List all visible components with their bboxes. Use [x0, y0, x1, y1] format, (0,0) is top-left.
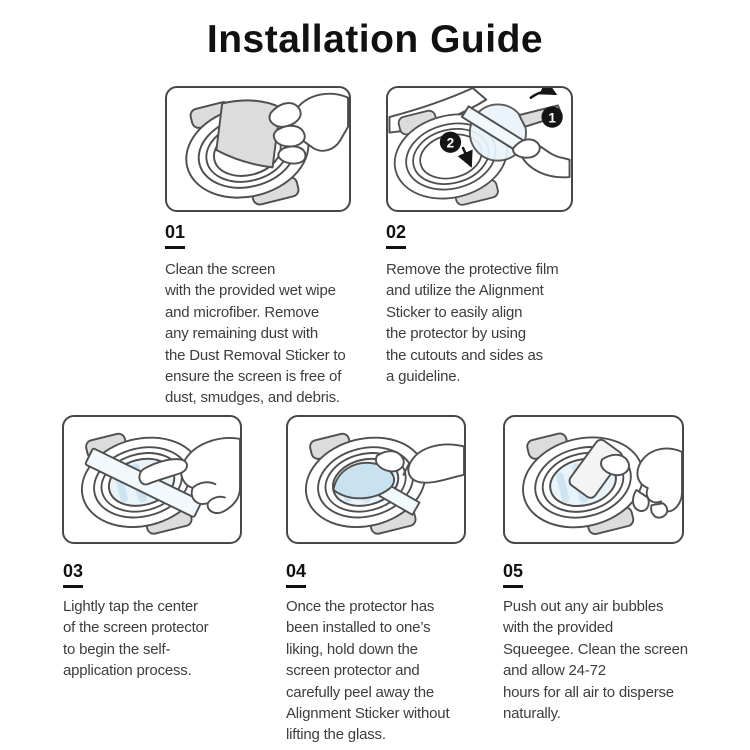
- hand-icon: [513, 139, 569, 177]
- step-03-description: Lightly tap the center of the screen protector to begin the self- application process.: [63, 598, 209, 680]
- step-04-description: Once the protector has been installed to one’s liking, hold down the screen protector and carefully peel away the Alignment Sticker without lifting the glass.: [286, 598, 450, 744]
- step-03-illustration: [62, 415, 242, 544]
- page-title: Installation Guide: [206, 18, 544, 61]
- step-01-description: Clean the screen with the provided wet wipe and microfiber. Remove any remaining dust with the Dust Removal Sticker to ensure the screen is free of dust, smudges, and debris.: [165, 261, 346, 407]
- hand-icon: [270, 94, 348, 164]
- badge-2: [440, 132, 461, 153]
- step-05-number: 05: [503, 561, 523, 588]
- step-03-number: 03: [63, 561, 83, 588]
- step-02-description: Remove the protective film and utilize the Alignment Sticker to easily align the protector by using the cutouts and sides as a guideline.: [386, 261, 559, 386]
- peel-arrow-icon: [531, 92, 555, 98]
- svg-text:2: 2: [446, 135, 455, 151]
- step-04-number: 04: [286, 561, 306, 588]
- step-04-illustration: [286, 415, 466, 544]
- step-05-illustration: [503, 415, 684, 544]
- step-02-number: 02: [386, 222, 406, 249]
- svg-text:1: 1: [548, 110, 556, 126]
- step-02-illustration: [386, 86, 573, 212]
- step-01-illustration: [165, 86, 351, 212]
- step-01-number: 01: [165, 222, 185, 249]
- badge-1: [541, 106, 562, 127]
- step-05-description: Push out any air bubbles with the provided Squeegee. Clean the screen and allow 24-72 hours for all air to disperse naturally.: [503, 598, 688, 723]
